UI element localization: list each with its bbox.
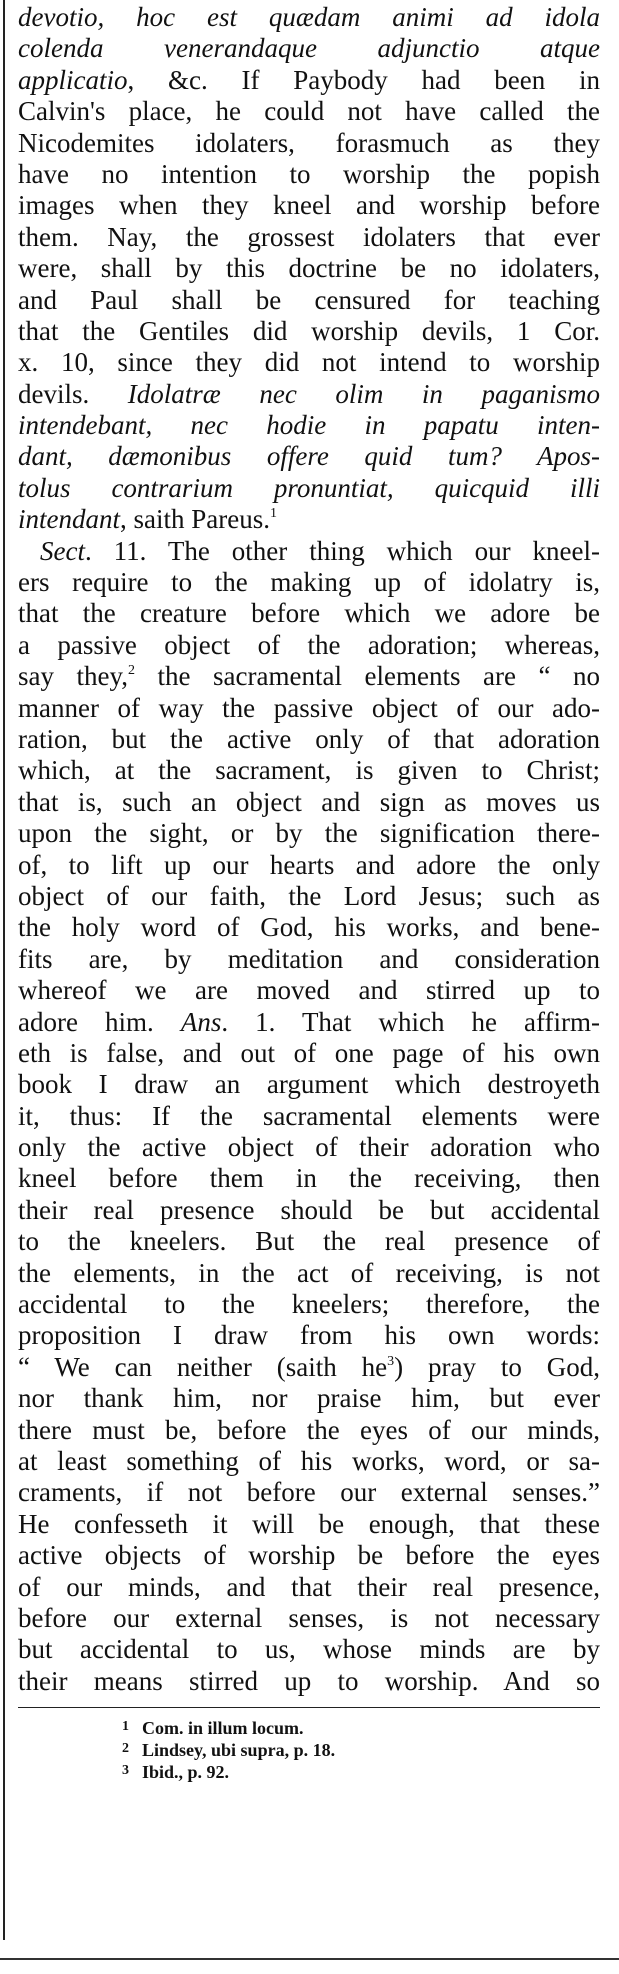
- footnotes: [18, 1716, 600, 1782]
- text-run: . 1. That which he affirm-: [221, 1006, 601, 1037]
- footnote-ref: 3: [387, 1353, 395, 1369]
- text-line: proposition I draw from his own words:: [18, 1320, 600, 1351]
- section-label: Sect: [40, 535, 85, 566]
- text-line: eth is false, and out of one page of his own: [18, 1037, 600, 1068]
- text-line: upon the sight, or by the signification there-: [18, 818, 600, 849]
- text-run: , &c. If Paybody had been in: [127, 64, 600, 95]
- text-line: fits are, by meditation and consideration: [18, 943, 600, 974]
- footnote-1: [122, 1716, 600, 1738]
- text-run: , saith Pareus.: [120, 504, 270, 535]
- text-line: intendebant, nec hodie in papatu inten-: [18, 410, 600, 441]
- text-line: there must be, before the eyes of our minds,: [18, 1414, 600, 1445]
- text-line: have no intention to worship the popish: [18, 158, 600, 189]
- text-line: Nicodemites idolaters, forasmuch as they: [18, 127, 600, 158]
- footnote-ref: 2: [128, 663, 135, 679]
- text-line: [18, 1352, 600, 1383]
- text-line: [18, 1007, 600, 1038]
- text-line: but accidental to us, whose minds are by: [18, 1634, 600, 1665]
- footnote-text: Lindsey, ubi supra, p. 18.: [142, 1740, 336, 1761]
- latin-term: intendant: [18, 504, 120, 535]
- text-run: say they,: [18, 661, 128, 692]
- footnote-mark: 2: [122, 1741, 129, 1757]
- text-line: that the creature before which we adore be: [18, 598, 600, 629]
- text-line: which, at the sacrament, is given to Christ;: [18, 755, 600, 786]
- text-line: before our external senses, is not necessary: [18, 1602, 600, 1633]
- text-line: only the active object of their adoration who: [18, 1132, 600, 1163]
- section-heading-line: [18, 536, 600, 567]
- text-line: [18, 65, 600, 96]
- left-margin-rule: [3, 0, 5, 1940]
- text-line: that the Gentiles did worship devils, 1 Cor.: [18, 315, 600, 346]
- text-line: devotio, hoc est quædam animi ad idola: [18, 2, 600, 32]
- text-line: them. Nay, the grossest idolaters that ever: [18, 221, 600, 252]
- text-line: tolus contrarium pronuntiat, quicquid illi: [18, 472, 600, 503]
- text-run: ) pray to God,: [394, 1351, 600, 1382]
- text-line: the elements, in the act of receiving, is not: [18, 1257, 600, 1288]
- text-run: adore him.: [18, 1006, 181, 1037]
- text-line: that is, such an object and sign as moves us: [18, 786, 600, 817]
- footnote-2: [122, 1738, 600, 1760]
- text-line: their means stirred up to worship. And so: [18, 1665, 600, 1696]
- footnote-text: Ibid., p. 92.: [142, 1762, 230, 1783]
- latin-term: applicatio: [18, 64, 128, 95]
- latin-quote: Idolatræ nec olim in paganismo: [127, 378, 600, 409]
- text-line: x. 10, since they did not intend to worship: [18, 347, 600, 378]
- text-line: accidental to the kneelers; therefore, the: [18, 1289, 600, 1320]
- footnote-text: Com. in illum locum.: [142, 1718, 304, 1739]
- page-body: [18, 2, 600, 1782]
- text-line: Calvin's place, he could not have called the: [18, 96, 600, 127]
- text-line: a passive object of the adoration; whereas,: [18, 629, 600, 660]
- footnote-mark: 1: [122, 1719, 129, 1735]
- text-line: object of our faith, the Lord Jesus; such as: [18, 880, 600, 911]
- text-line: craments, if not before our external senses.”: [18, 1477, 600, 1508]
- text-line: images when they kneel and worship before: [18, 190, 600, 221]
- text-line: dant, dæmonibus offere quid tum? Apos-: [18, 441, 600, 472]
- text-line: to the kneelers. But the real presence of: [18, 1226, 600, 1257]
- text-run: . 11. The other thing which our kneel-: [84, 535, 600, 566]
- text-line: [18, 379, 600, 410]
- text-line: it, thus: If the sacramental elements were: [18, 1100, 600, 1131]
- text-run: the sacramental elements are “ no: [135, 661, 600, 692]
- text-line: whereof we are moved and stirred up to: [18, 975, 600, 1006]
- text-run: “ We can neither (saith he: [18, 1351, 388, 1382]
- text-line: [18, 504, 600, 535]
- text-line: active objects of worship be before the eyes: [18, 1540, 600, 1571]
- text-line: ers require to the making up of idolatry is,: [18, 567, 600, 598]
- text-run: devils.: [18, 378, 128, 409]
- text-line: kneel before them in the receiving, then: [18, 1163, 600, 1194]
- footnote-divider: [18, 1707, 600, 1708]
- text-line: ration, but the active only of that adoration: [18, 723, 600, 754]
- text-line: the holy word of God, his works, and bene-: [18, 912, 600, 943]
- text-line: book I draw an argument which destroyeth: [18, 1069, 600, 1100]
- text-line: and Paul shall be censured for teaching: [18, 284, 600, 315]
- text-line: of our minds, and that their real presence,: [18, 1571, 600, 1602]
- text-line: at least something of his works, word, or sa-: [18, 1445, 600, 1476]
- text-line: manner of way the passive object of our ado-: [18, 692, 600, 723]
- text-line: of, to lift up our hearts and adore the only: [18, 849, 600, 880]
- answer-label: Ans: [180, 1006, 222, 1037]
- footnote-3: [122, 1760, 600, 1782]
- text-line: He confesseth it will be enough, that these: [18, 1508, 600, 1539]
- text-line: nor thank him, nor praise him, but ever: [18, 1383, 600, 1414]
- footnote-mark: 3: [122, 1763, 129, 1779]
- text-line: [18, 661, 600, 692]
- text-line: were, shall by this doctrine be no idolaters,: [18, 253, 600, 284]
- text-line: colenda venerandaque adjunctio atque: [18, 33, 600, 64]
- bottom-page-rule: [0, 1958, 619, 1960]
- footnote-ref: 1: [269, 506, 277, 522]
- text-line: their real presence should be but accidental: [18, 1194, 600, 1225]
